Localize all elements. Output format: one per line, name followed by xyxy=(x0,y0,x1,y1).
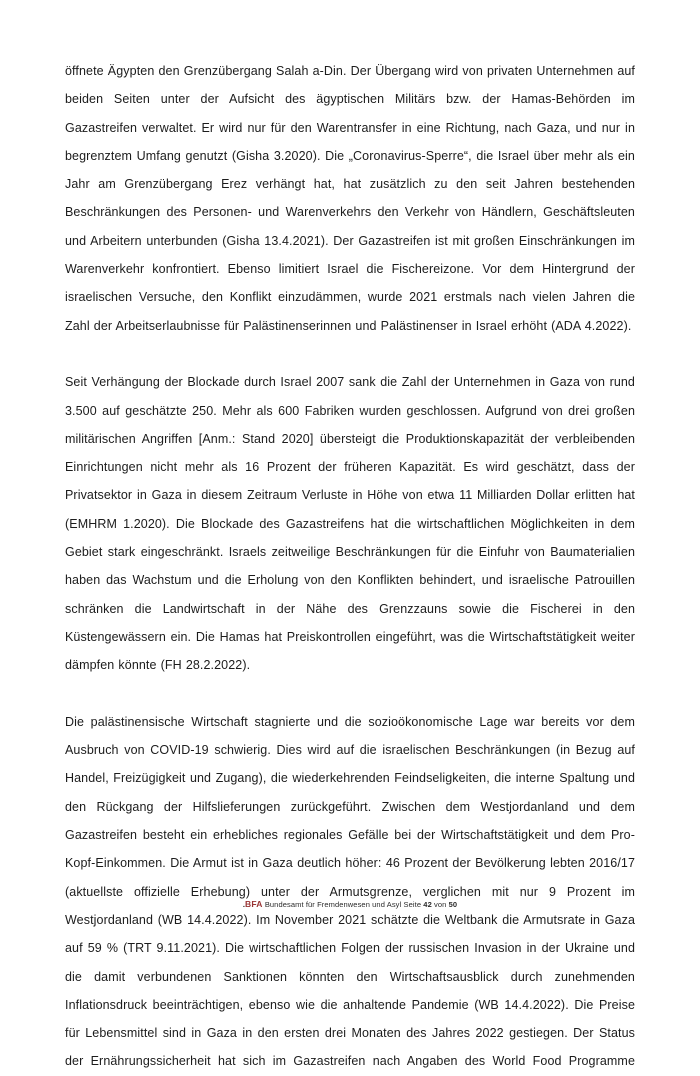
footer-office-name: Bundesamt für Fremdenwesen und Asyl xyxy=(264,900,402,909)
footer-dot: . xyxy=(242,900,246,909)
footer-page-number: 42 xyxy=(423,900,432,909)
bfa-logo-text: BFA xyxy=(245,899,263,909)
page-footer xyxy=(0,899,700,910)
body-paragraph-2: Seit Verhängung der Blockade durch Israel 2007 sank die Zahl der Unternehmen in Gaza von rund 3.500 auf geschätzte 250. Mehr als 600 Fabriken wurden geschlossen. Aufgrund von drei großen militärischen Angriffen [Anm.: Stand 2020] übersteigt die Produktionskapazität der verbleibenden Einrichtungen nicht mehr als 16 Prozent der früheren Kapazität. Es wird geschätzt, dass der Privatsektor in Gaza in diesem Zeitraum Verluste in Höhe von etwa 11 Milliarden Dollar erlitten hat (EMHRM 1.2020). Die Blockade des Gazastreifens hat die wirtschaftlichen Möglichkeiten in dem Gebiet stark eingeschränkt. Israels zeitweilige Beschränkungen für die Einfuhr von Baumaterialien haben das Wachstum und die Erholung von den Konflikten behindert, und israelische Patrouillen schränken die Landwirtschaft in der Nähe des Grenzzauns sowie die Fischerei in den Küstengewässern ein. Die Hamas hat Preiskontrollen eingeführt, was die Wirtschaftstätigkeit weiter dämpfen könnte (FH 28.2.2022). xyxy=(65,375,635,673)
footer-page-total: 50 xyxy=(448,900,458,909)
footer-page-label: Seite xyxy=(403,900,422,909)
footer-of-label: von xyxy=(434,900,447,909)
body-paragraph-1: öffnete Ägypten den Grenzübergang Salah a-Din. Der Übergang wird von privaten Unternehmen auf beiden Seiten unter der Aufsicht des ägyptischen Militärs bzw. der Hamas-Behörden im Gazastreifen verwaltet. Er wird nur für den Warentransfer in eine Richtung, nach Gaza, und nur in begrenztem Umfang genutzt (Gisha 3.2020). Die „Coronavirus-Sperre“, die Israel über mehr als ein Jahr am Grenzübergang Erez verhängt hat, hat zusätzlich zu den seit Jahren bestehenden Beschränkungen des Personen- und Warenverkehrs den Verkehr von Händlern, Geschäftsleuten und Arbeitern unterbunden (Gisha 13.4.2021). Der Gazastreifen ist mit großen Einschränkungen im Warenverkehr konfrontiert. Ebenso limitiert Israel die Fischereizone. Vor dem Hintergrund der israelischen Versuche, den Konflikt einzudämmen, wurde 2021 erstmals nach vielen Jahren die Zahl der Arbeitserlaubnisse für Palästinenserinnen und Palästinenser in Israel erhöht (ADA 4.2022). xyxy=(65,64,635,333)
body-paragraph-3: Die palästinensische Wirtschaft stagnierte und die sozioökonomische Lage war bereits vor dem Ausbruch von COVID-19 schwierig. Dies wird auf die israelischen Beschränkungen (in Bezug auf Handel, Freizügigkeit und Zugang), die wiederkehrenden Feindseligkeiten, die interne Spaltung und den Rückgang der Hilfslieferungen zurückgeführt. Zwischen dem Westjordanland und dem Gazastreifen besteht ein erhebliches regionales Gefälle bei der Wirtschaftstätigkeit und dem Pro-Kopf-Einkommen. Die Armut ist in Gaza deutlich höher: 46 Prozent der Bevölkerung lebten 2016/17 (aktuellste offizielle Erhebung) unter der Armutsgrenze, verglichen mit nur 9 Prozent im Westjordanland (WB 14.4.2022). Im November 2021 schätzte die Weltbank die Armutsrate in Gaza auf 59 % (TRT 9.11.2021). Die wirtschaftlichen Folgen der russischen Invasion in der Ukraine und die damit verbundenen Sanktionen könnten den Wirtschaftsausblick durch zunehmenden Inflationsdruck beeinträchtigen, ebenso wie die anhaltende Pandemie (WB 14.4.2022). Die Preise für Lebensmittel sind in Gaza in den ersten drei Monaten des Jahres 2022 gestiegen. Der Status der Ernährungssicherheit hat sich im Gazastreifen nach Angaben des World Food Programme xyxy=(65,714,635,1069)
page-body xyxy=(65,57,635,1076)
